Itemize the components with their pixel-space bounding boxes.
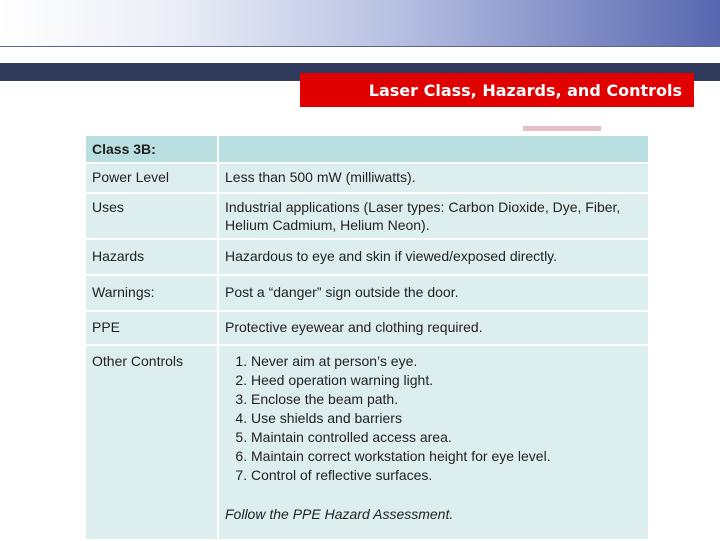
list-item: 4. Use shields and barriers xyxy=(251,409,642,428)
row-label: PPE xyxy=(85,311,218,345)
ppe-assessment-note: Follow the PPE Hazard Assessment. xyxy=(225,506,454,522)
title-underline xyxy=(300,107,694,108)
row-label: Uses xyxy=(85,193,218,239)
header-value-cell xyxy=(218,135,649,163)
controls-cell xyxy=(218,345,649,540)
table-row xyxy=(85,163,649,193)
accent-bar xyxy=(523,126,601,131)
table-row xyxy=(85,275,649,311)
list-item: 2. Heed operation warning light. xyxy=(251,371,642,390)
list-item: 5. Maintain controlled access area. xyxy=(251,428,642,447)
row-label: Hazards xyxy=(85,239,218,275)
row-value: Industrial applications (Laser types: Carbon Dioxide, Dye, Fiber, Helium Cadmium, Helium Neon). xyxy=(218,193,649,239)
header-label-cell: Class 3B: xyxy=(85,135,218,163)
table-header-row xyxy=(85,135,649,163)
row-label: Power Level xyxy=(85,163,218,193)
table-row xyxy=(85,193,649,239)
table-row xyxy=(85,311,649,345)
top-gradient-band xyxy=(0,0,720,46)
list-item: 3. Enclose the beam path. xyxy=(251,390,642,409)
row-value: Less than 500 mW (milliwatts). xyxy=(218,163,649,193)
header-divider xyxy=(0,46,720,47)
list-item: 6. Maintain correct workstation height for eye level. xyxy=(251,447,642,466)
row-value: Post a “danger” sign outside the door. xyxy=(218,275,649,311)
row-label: Other Controls xyxy=(85,345,218,540)
row-value: Protective eyewear and clothing required. xyxy=(218,311,649,345)
slide-title: Laser Class, Hazards, and Controls xyxy=(300,73,694,107)
table-row xyxy=(85,239,649,275)
controls-list xyxy=(225,352,642,485)
row-value: Hazardous to eye and skin if viewed/exposed directly. xyxy=(218,239,649,275)
row-label: Warnings: xyxy=(85,275,218,311)
list-item: 1. Never aim at person’s eye. xyxy=(251,352,642,371)
list-item: 7. Control of reflective surfaces. xyxy=(251,466,642,485)
table-row xyxy=(85,345,649,540)
laser-class-table xyxy=(84,134,650,541)
